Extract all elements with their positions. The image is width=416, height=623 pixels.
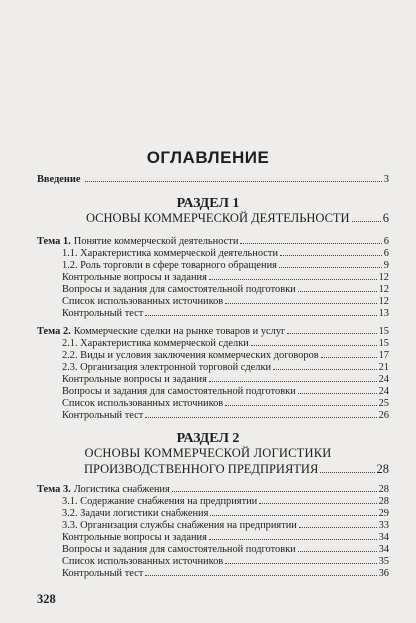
dot-leader: [145, 417, 376, 418]
toc-item-page: 33: [378, 520, 389, 531]
page-number: 328: [37, 592, 56, 606]
toc-topic-3-page: 28: [378, 484, 389, 495]
toc-item-row: [62, 386, 389, 398]
toc-item-text: 1.2. Роль торговли в сфере товарного обращения: [62, 260, 277, 271]
dot-leader: [225, 563, 376, 564]
section-1-subtitle: ОСНОВЫ КОММЕРЧЕСКОЙ ДЕЯТЕЛЬНОСТИ: [86, 211, 350, 225]
toc-item-row: [62, 296, 389, 308]
toc-item-row: [62, 284, 389, 296]
toc-topic-1-row: [37, 236, 389, 248]
toc-item-row: [62, 508, 389, 520]
toc-item-text: Контрольные вопросы и задания: [62, 532, 207, 543]
toc-item-text: Контрольный тест: [62, 308, 144, 319]
dot-leader: [287, 333, 376, 334]
section-1-page: 6: [382, 211, 389, 225]
toc-item-text: Контрольный тест: [62, 410, 144, 421]
toc-item-row: [62, 308, 389, 320]
dot-leader: [209, 539, 377, 540]
toc-item-text: Контрольные вопросы и задания: [62, 374, 207, 385]
toc-item-text: Список использованных источников: [62, 398, 224, 409]
dot-leader: [352, 221, 381, 222]
dot-leader: [145, 315, 376, 316]
toc-item-text: 1.1. Характеристика коммерческой деятельности: [62, 248, 279, 259]
toc-topic-3-title: Логистика снабжения: [73, 484, 170, 495]
toc-item-text: Вопросы и задания для самостоятельной подготовки: [62, 386, 296, 397]
toc-item-page: 12: [378, 284, 389, 295]
dot-leader: [85, 181, 381, 182]
toc-item-row: [62, 362, 389, 374]
toc-item-page: 17: [378, 350, 389, 361]
toc-item-text: 2.2. Виды и условия заключения коммерческих договоров: [62, 350, 319, 361]
dot-leader: [279, 267, 382, 268]
dot-leader: [210, 515, 376, 516]
section-1-heading: РАЗДЕЛ 1: [176, 196, 240, 211]
dot-leader: [225, 405, 376, 406]
toc-item-page: 36: [378, 568, 389, 579]
dot-leader: [320, 472, 374, 473]
toc-item-page: 34: [378, 532, 389, 543]
toc-item-page: 34: [378, 544, 389, 555]
toc-item-page: 12: [378, 272, 389, 283]
toc-topic-2-label: Тема 2.: [37, 326, 71, 337]
toc-item-row: [62, 496, 389, 508]
toc-topic-1-label: Тема 1.: [37, 236, 71, 247]
toc-item-row: [62, 532, 389, 544]
dot-leader: [298, 551, 377, 552]
toc-item-text: Список использованных источников: [62, 296, 224, 307]
toc-item-row: [62, 374, 389, 386]
dot-leader: [251, 345, 377, 346]
toc-item-text: Список использованных источников: [62, 556, 224, 567]
toc-intro-label: Введение: [37, 174, 81, 185]
toc-topic-1-title: Понятие коммерческой деятельности: [73, 236, 239, 247]
section-2-page: 28: [376, 462, 389, 476]
toc-item-text: Вопросы и задания для самостоятельной подготовки: [62, 284, 296, 295]
dot-leader: [321, 357, 377, 358]
dot-leader: [280, 255, 382, 256]
toc-item-page: 24: [378, 386, 389, 397]
toc-topic-2-row: [37, 326, 389, 338]
dot-leader: [298, 393, 377, 394]
section-2-subtitle-line-2: ПРОИЗВОДСТВЕННОГО ПРЕДПРИЯТИЯ: [84, 462, 319, 476]
toc-item-text: 3.2. Задачи логистики снабжения: [62, 508, 209, 519]
toc-intro-row: [37, 174, 389, 186]
toc-item-row: [62, 248, 389, 260]
toc-item-row: [62, 260, 389, 272]
toc-item-row: [62, 544, 389, 556]
toc-item-row: [62, 350, 389, 362]
dot-leader: [209, 279, 377, 280]
toc-item-page: 13: [378, 308, 389, 319]
toc-item-page: 12: [378, 296, 389, 307]
dot-leader: [273, 369, 377, 370]
toc-item-row: [62, 520, 389, 532]
toc-item-row: [62, 410, 389, 422]
toc-item-page: 9: [383, 260, 389, 271]
section-2-subtitle-row: [84, 462, 389, 477]
toc-intro-page: 3: [383, 174, 389, 185]
section-2-subtitle-line-1: ОСНОВЫ КОММЕРЧЕСКОЙ ЛОГИСТИКИ: [84, 446, 332, 460]
toc-item-row: [62, 568, 389, 580]
toc-item-page: 21: [378, 362, 389, 373]
dot-leader: [240, 243, 381, 244]
dot-leader: [172, 491, 377, 492]
toc-item-page: 24: [378, 374, 389, 385]
toc-item-page: 28: [378, 496, 389, 507]
toc-topic-3-label: Тема 3.: [37, 484, 71, 495]
toc-item-page: 15: [378, 338, 389, 349]
toc-item-page: 25: [378, 398, 389, 409]
dot-leader: [259, 503, 376, 504]
toc-item-text: 3.3. Организация службы снабжения на предприятии: [62, 520, 297, 531]
toc-item-page: 26: [378, 410, 389, 421]
toc-item-text: 2.3. Организация электронной торговой сделки: [62, 362, 272, 373]
toc-item-text: Вопросы и задания для самостоятельной подготовки: [62, 544, 296, 555]
toc-item-row: [62, 556, 389, 568]
dot-leader: [225, 303, 376, 304]
toc-item-text: 3.1. Содержание снабжения на предприятии: [62, 496, 258, 507]
toc-item-row: [62, 398, 389, 410]
toc-topic-2-page: 15: [378, 326, 389, 337]
toc-item-page: 6: [383, 248, 389, 259]
toc-item-page: 29: [378, 508, 389, 519]
section-1-subtitle-row: [86, 211, 389, 226]
toc-item-text: 2.1. Характеристика коммерческой сделки: [62, 338, 249, 349]
toc-item-page: 35: [378, 556, 389, 567]
page-title: ОГЛАВЛЕНИЕ: [146, 148, 270, 167]
toc-topic-1-page: 6: [383, 236, 389, 247]
toc-topic-2-title: Коммерческие сделки на рынке товаров и услуг: [73, 326, 286, 337]
toc-topic-3-row: [37, 484, 389, 496]
toc-item-text: Контрольные вопросы и задания: [62, 272, 207, 283]
toc-item-row: [62, 338, 389, 350]
dot-leader: [298, 291, 377, 292]
dot-leader: [209, 381, 377, 382]
dot-leader: [145, 575, 376, 576]
toc-item-text: Контрольный тест: [62, 568, 144, 579]
dot-leader: [299, 527, 377, 528]
toc-item-row: [62, 272, 389, 284]
section-2-heading: РАЗДЕЛ 2: [176, 431, 240, 446]
